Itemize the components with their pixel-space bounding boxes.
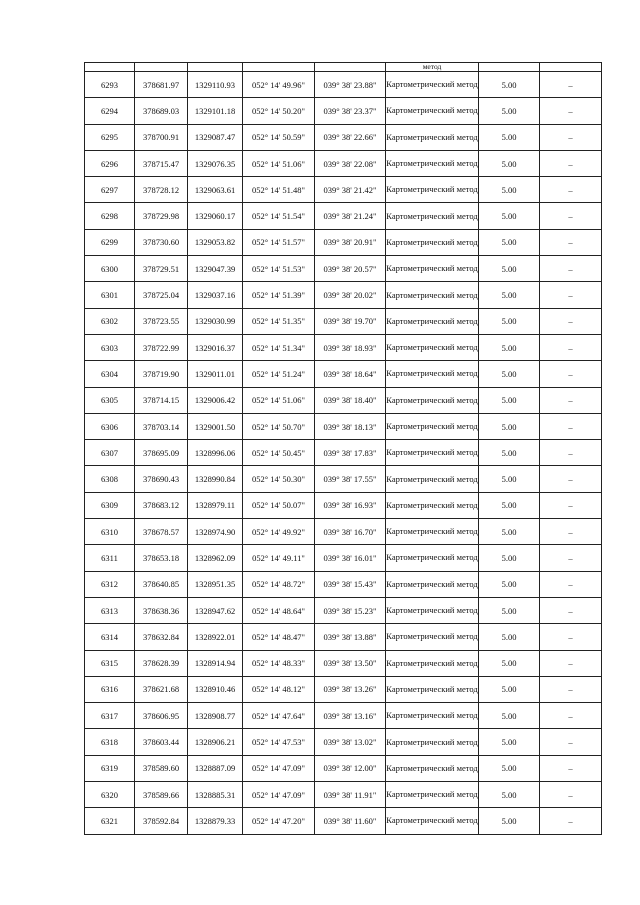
cell-precision: 5.00 bbox=[479, 413, 540, 439]
cell-latitude: 052° 14' 48.47" bbox=[243, 624, 315, 650]
cell-x: 378728.12 bbox=[135, 177, 188, 203]
cell-note: – bbox=[540, 729, 602, 755]
table-row bbox=[85, 545, 602, 571]
cell-latitude: 052° 14' 49.92" bbox=[243, 519, 315, 545]
cell-method: Картометрический метод bbox=[386, 98, 479, 124]
cell-number: 6299 bbox=[85, 229, 135, 255]
cell-latitude: 052° 14' 51.57" bbox=[243, 229, 315, 255]
cell-number: 6307 bbox=[85, 440, 135, 466]
cell-method: Картометрический метод bbox=[386, 597, 479, 623]
cell-x: 378589.60 bbox=[135, 755, 188, 781]
cell-precision: 5.00 bbox=[479, 650, 540, 676]
cell-number: 6318 bbox=[85, 729, 135, 755]
cell-x: 378725.04 bbox=[135, 282, 188, 308]
cell-x: 378653.18 bbox=[135, 545, 188, 571]
cell-longitude: 039° 38' 22.66" bbox=[315, 124, 386, 150]
cell-latitude: 052° 14' 51.39" bbox=[243, 282, 315, 308]
cell-precision: 5.00 bbox=[479, 571, 540, 597]
cell-x: 378621.68 bbox=[135, 676, 188, 702]
table-row bbox=[85, 782, 602, 808]
cell-y: 1328906.21 bbox=[188, 729, 243, 755]
cell-precision: 5.00 bbox=[479, 177, 540, 203]
cell-x: 378678.57 bbox=[135, 519, 188, 545]
cell-method: Картометрический метод bbox=[386, 334, 479, 360]
cell-precision: 5.00 bbox=[479, 808, 540, 834]
cell-note: – bbox=[540, 282, 602, 308]
cell-number: 6321 bbox=[85, 808, 135, 834]
cell-x: 378606.95 bbox=[135, 703, 188, 729]
cell-latitude: 052° 14' 48.12" bbox=[243, 676, 315, 702]
table-row bbox=[85, 571, 602, 597]
table-row bbox=[85, 361, 602, 387]
cell-precision: 5.00 bbox=[479, 755, 540, 781]
cell-x: 378719.90 bbox=[135, 361, 188, 387]
cell-number: 6303 bbox=[85, 334, 135, 360]
table-row bbox=[85, 282, 602, 308]
cell-number: 6314 bbox=[85, 624, 135, 650]
cell-latitude: 052° 14' 50.30" bbox=[243, 466, 315, 492]
cell-longitude: 039° 38' 18.93" bbox=[315, 334, 386, 360]
cell-longitude: 039° 38' 12.00" bbox=[315, 755, 386, 781]
cell-number: 6301 bbox=[85, 282, 135, 308]
cell-precision: 5.00 bbox=[479, 676, 540, 702]
cell-longitude: 039° 38' 13.88" bbox=[315, 624, 386, 650]
cell-longitude: 039° 38' 20.57" bbox=[315, 256, 386, 282]
cell-method: Картометрический метод bbox=[386, 256, 479, 282]
cell-y: 1328951.35 bbox=[188, 571, 243, 597]
table-body bbox=[85, 63, 602, 835]
cell-x: 378715.47 bbox=[135, 150, 188, 176]
cell-note: – bbox=[540, 334, 602, 360]
cell-method: Картометрический метод bbox=[386, 308, 479, 334]
cell-method: Картометрический метод bbox=[386, 729, 479, 755]
cell-y: 1329053.82 bbox=[188, 229, 243, 255]
cell-longitude bbox=[315, 63, 386, 72]
cell-number: 6315 bbox=[85, 650, 135, 676]
cell-method: Картометрический метод bbox=[386, 755, 479, 781]
cell-y: 1329063.61 bbox=[188, 177, 243, 203]
cell-precision: 5.00 bbox=[479, 466, 540, 492]
cell-note: – bbox=[540, 177, 602, 203]
cell-method: Картометрический метод bbox=[386, 466, 479, 492]
table-row bbox=[85, 229, 602, 255]
cell-note: – bbox=[540, 597, 602, 623]
cell-x: 378689.03 bbox=[135, 98, 188, 124]
table-row bbox=[85, 203, 602, 229]
cell-y: 1329001.50 bbox=[188, 413, 243, 439]
cell-latitude: 052° 14' 47.09" bbox=[243, 782, 315, 808]
cell-method: Картометрический метод bbox=[386, 124, 479, 150]
cell-note: – bbox=[540, 571, 602, 597]
cell-number: 6316 bbox=[85, 676, 135, 702]
table-row bbox=[85, 466, 602, 492]
table-row bbox=[85, 150, 602, 176]
cell-method: Картометрический метод bbox=[386, 624, 479, 650]
cell-x: 378603.44 bbox=[135, 729, 188, 755]
table-row bbox=[85, 703, 602, 729]
cell-longitude: 039° 38' 13.50" bbox=[315, 650, 386, 676]
table-row bbox=[85, 308, 602, 334]
cell-latitude: 052° 14' 51.06" bbox=[243, 150, 315, 176]
cell-latitude: 052° 14' 51.35" bbox=[243, 308, 315, 334]
cell-method: Картометрический метод bbox=[386, 571, 479, 597]
cell-y bbox=[188, 63, 243, 72]
table-row bbox=[85, 650, 602, 676]
cell-method: Картометрический метод bbox=[386, 545, 479, 571]
cell-y: 1328908.77 bbox=[188, 703, 243, 729]
cell-y: 1329087.47 bbox=[188, 124, 243, 150]
coordinates-table bbox=[84, 62, 602, 835]
cell-note: – bbox=[540, 361, 602, 387]
cell-longitude: 039° 38' 18.13" bbox=[315, 413, 386, 439]
cell-longitude: 039° 38' 23.88" bbox=[315, 72, 386, 98]
table-row bbox=[85, 72, 602, 98]
cell-precision: 5.00 bbox=[479, 729, 540, 755]
cell-x: 378681.97 bbox=[135, 72, 188, 98]
cell-precision: 5.00 bbox=[479, 703, 540, 729]
table-row bbox=[85, 256, 602, 282]
table-row bbox=[85, 519, 602, 545]
cell-longitude: 039° 38' 11.60" bbox=[315, 808, 386, 834]
cell-x: 378589.66 bbox=[135, 782, 188, 808]
cell-x: 378683.12 bbox=[135, 492, 188, 518]
cell-x: 378730.60 bbox=[135, 229, 188, 255]
cell-method: Картометрический метод bbox=[386, 361, 479, 387]
cell-longitude: 039° 38' 13.26" bbox=[315, 676, 386, 702]
cell-precision: 5.00 bbox=[479, 229, 540, 255]
table-row bbox=[85, 413, 602, 439]
cell-y: 1328979.11 bbox=[188, 492, 243, 518]
cell-note: – bbox=[540, 545, 602, 571]
cell-longitude: 039° 38' 21.24" bbox=[315, 203, 386, 229]
cell-note: – bbox=[540, 782, 602, 808]
table-row bbox=[85, 492, 602, 518]
cell-number: 6310 bbox=[85, 519, 135, 545]
cell-precision: 5.00 bbox=[479, 597, 540, 623]
cell-note: – bbox=[540, 413, 602, 439]
cell-y: 1329060.17 bbox=[188, 203, 243, 229]
cell-method: Картометрический метод bbox=[386, 440, 479, 466]
cell-x: 378723.55 bbox=[135, 308, 188, 334]
cell-x: 378690.43 bbox=[135, 466, 188, 492]
cell-y: 1329110.93 bbox=[188, 72, 243, 98]
cell-method: Картометрический метод bbox=[386, 177, 479, 203]
cell-longitude: 039° 38' 11.91" bbox=[315, 782, 386, 808]
cell-latitude: 052° 14' 50.20" bbox=[243, 98, 315, 124]
table-row bbox=[85, 177, 602, 203]
cell-y: 1329006.42 bbox=[188, 387, 243, 413]
cell-latitude: 052° 14' 48.72" bbox=[243, 571, 315, 597]
cell-latitude: 052° 14' 51.34" bbox=[243, 334, 315, 360]
cell-latitude bbox=[243, 63, 315, 72]
cell-method: Картометрический метод bbox=[386, 229, 479, 255]
cell-precision: 5.00 bbox=[479, 440, 540, 466]
cell-latitude: 052° 14' 47.53" bbox=[243, 729, 315, 755]
cell-note: – bbox=[540, 203, 602, 229]
cell-method: метод bbox=[386, 63, 479, 72]
cell-y: 1329011.01 bbox=[188, 361, 243, 387]
cell-longitude: 039° 38' 16.01" bbox=[315, 545, 386, 571]
cell-latitude: 052° 14' 50.59" bbox=[243, 124, 315, 150]
cell-x: 378729.51 bbox=[135, 256, 188, 282]
table-row bbox=[85, 597, 602, 623]
cell-x: 378695.09 bbox=[135, 440, 188, 466]
cell-y: 1328974.90 bbox=[188, 519, 243, 545]
table-row bbox=[85, 440, 602, 466]
cell-note: – bbox=[540, 229, 602, 255]
cell-precision: 5.00 bbox=[479, 203, 540, 229]
table-row bbox=[85, 676, 602, 702]
cell-note: – bbox=[540, 624, 602, 650]
cell-precision: 5.00 bbox=[479, 72, 540, 98]
cell-number: 6313 bbox=[85, 597, 135, 623]
cell-number: 6305 bbox=[85, 387, 135, 413]
cell-x: 378632.84 bbox=[135, 624, 188, 650]
cell-longitude: 039° 38' 18.40" bbox=[315, 387, 386, 413]
cell-latitude: 052° 14' 49.11" bbox=[243, 545, 315, 571]
cell-longitude: 039° 38' 20.91" bbox=[315, 229, 386, 255]
cell-number: 6296 bbox=[85, 150, 135, 176]
cell-x: 378640.85 bbox=[135, 571, 188, 597]
cell-longitude: 039° 38' 15.23" bbox=[315, 597, 386, 623]
cell-number: 6308 bbox=[85, 466, 135, 492]
cell-precision: 5.00 bbox=[479, 519, 540, 545]
cell-longitude: 039° 38' 17.55" bbox=[315, 466, 386, 492]
cell-note: – bbox=[540, 124, 602, 150]
cell-latitude: 052° 14' 51.54" bbox=[243, 203, 315, 229]
cell-number: 6306 bbox=[85, 413, 135, 439]
cell-precision: 5.00 bbox=[479, 782, 540, 808]
cell-longitude: 039° 38' 13.02" bbox=[315, 729, 386, 755]
cell-x: 378729.98 bbox=[135, 203, 188, 229]
cell-y: 1328962.09 bbox=[188, 545, 243, 571]
cell-note bbox=[540, 63, 602, 72]
cell-y: 1329047.39 bbox=[188, 256, 243, 282]
cell-latitude: 052° 14' 51.53" bbox=[243, 256, 315, 282]
cell-latitude: 052° 14' 50.07" bbox=[243, 492, 315, 518]
cell-number: 6304 bbox=[85, 361, 135, 387]
cell-y: 1329037.16 bbox=[188, 282, 243, 308]
table-row bbox=[85, 334, 602, 360]
cell-method: Картометрический метод bbox=[386, 150, 479, 176]
cell-note: – bbox=[540, 256, 602, 282]
cell-longitude: 039° 38' 23.37" bbox=[315, 98, 386, 124]
cell-method: Картометрический метод bbox=[386, 519, 479, 545]
cell-y: 1328914.94 bbox=[188, 650, 243, 676]
cell-precision: 5.00 bbox=[479, 282, 540, 308]
cell-note: – bbox=[540, 755, 602, 781]
cell-precision: 5.00 bbox=[479, 334, 540, 360]
cell-method: Картометрический метод bbox=[386, 72, 479, 98]
table-row-continued bbox=[85, 63, 602, 72]
cell-x: 378714.15 bbox=[135, 387, 188, 413]
cell-latitude: 052° 14' 51.06" bbox=[243, 387, 315, 413]
cell-precision: 5.00 bbox=[479, 256, 540, 282]
cell-longitude: 039° 38' 18.64" bbox=[315, 361, 386, 387]
cell-number: 6311 bbox=[85, 545, 135, 571]
cell-precision: 5.00 bbox=[479, 308, 540, 334]
cell-y: 1328996.06 bbox=[188, 440, 243, 466]
cell-y: 1329030.99 bbox=[188, 308, 243, 334]
cell-x: 378628.39 bbox=[135, 650, 188, 676]
cell-latitude: 052° 14' 47.64" bbox=[243, 703, 315, 729]
cell-precision: 5.00 bbox=[479, 492, 540, 518]
cell-number: 6320 bbox=[85, 782, 135, 808]
cell-y: 1328990.84 bbox=[188, 466, 243, 492]
cell-number: 6312 bbox=[85, 571, 135, 597]
cell-number: 6298 bbox=[85, 203, 135, 229]
cell-latitude: 052° 14' 47.09" bbox=[243, 755, 315, 781]
cell-y: 1328922.01 bbox=[188, 624, 243, 650]
cell-y: 1328887.09 bbox=[188, 755, 243, 781]
cell-note: – bbox=[540, 98, 602, 124]
cell-precision: 5.00 bbox=[479, 545, 540, 571]
cell-method: Картометрический метод bbox=[386, 282, 479, 308]
cell-method: Картометрический метод bbox=[386, 650, 479, 676]
cell-latitude: 052° 14' 50.70" bbox=[243, 413, 315, 439]
cell-number: 6297 bbox=[85, 177, 135, 203]
cell-longitude: 039° 38' 16.93" bbox=[315, 492, 386, 518]
cell-precision: 5.00 bbox=[479, 361, 540, 387]
table-row bbox=[85, 124, 602, 150]
cell-longitude: 039° 38' 19.70" bbox=[315, 308, 386, 334]
cell-longitude: 039° 38' 22.08" bbox=[315, 150, 386, 176]
cell-latitude: 052° 14' 51.48" bbox=[243, 177, 315, 203]
cell-x: 378703.14 bbox=[135, 413, 188, 439]
cell-longitude: 039° 38' 13.16" bbox=[315, 703, 386, 729]
cell-note: – bbox=[540, 650, 602, 676]
cell-longitude: 039° 38' 16.70" bbox=[315, 519, 386, 545]
cell-method: Картометрический метод bbox=[386, 413, 479, 439]
cell-x: 378722.99 bbox=[135, 334, 188, 360]
cell-precision: 5.00 bbox=[479, 387, 540, 413]
table-row bbox=[85, 729, 602, 755]
cell-method: Картометрический метод bbox=[386, 703, 479, 729]
cell-number: 6293 bbox=[85, 72, 135, 98]
cell-latitude: 052° 14' 48.64" bbox=[243, 597, 315, 623]
cell-y: 1329016.37 bbox=[188, 334, 243, 360]
cell-number: 6317 bbox=[85, 703, 135, 729]
cell-precision: 5.00 bbox=[479, 98, 540, 124]
cell-method: Картометрический метод bbox=[386, 782, 479, 808]
cell-note: – bbox=[540, 519, 602, 545]
cell-number: 6294 bbox=[85, 98, 135, 124]
cell-note: – bbox=[540, 703, 602, 729]
cell-note: – bbox=[540, 492, 602, 518]
cell-number: 6295 bbox=[85, 124, 135, 150]
cell-number: 6300 bbox=[85, 256, 135, 282]
cell-method: Картометрический метод bbox=[386, 387, 479, 413]
cell-note: – bbox=[540, 440, 602, 466]
cell-precision: 5.00 bbox=[479, 150, 540, 176]
cell-precision: 5.00 bbox=[479, 624, 540, 650]
cell-longitude: 039° 38' 20.02" bbox=[315, 282, 386, 308]
cell-x bbox=[135, 63, 188, 72]
table-row bbox=[85, 387, 602, 413]
cell-precision: 5.00 bbox=[479, 124, 540, 150]
cell-y: 1328947.62 bbox=[188, 597, 243, 623]
cell-note: – bbox=[540, 150, 602, 176]
cell-longitude: 039° 38' 17.83" bbox=[315, 440, 386, 466]
cell-note: – bbox=[540, 387, 602, 413]
table-row bbox=[85, 624, 602, 650]
cell-method: Картометрический метод bbox=[386, 808, 479, 834]
table-row bbox=[85, 808, 602, 834]
cell-number: 6302 bbox=[85, 308, 135, 334]
cell-y: 1329101.18 bbox=[188, 98, 243, 124]
cell-x: 378638.36 bbox=[135, 597, 188, 623]
cell-number bbox=[85, 63, 135, 72]
cell-number: 6309 bbox=[85, 492, 135, 518]
cell-note: – bbox=[540, 808, 602, 834]
cell-note: – bbox=[540, 72, 602, 98]
cell-longitude: 039° 38' 15.43" bbox=[315, 571, 386, 597]
cell-y: 1328885.31 bbox=[188, 782, 243, 808]
cell-method: Картометрический метод bbox=[386, 492, 479, 518]
cell-x: 378700.91 bbox=[135, 124, 188, 150]
cell-longitude: 039° 38' 21.42" bbox=[315, 177, 386, 203]
cell-latitude: 052° 14' 48.33" bbox=[243, 650, 315, 676]
cell-note: – bbox=[540, 466, 602, 492]
cell-note: – bbox=[540, 308, 602, 334]
cell-latitude: 052° 14' 51.24" bbox=[243, 361, 315, 387]
cell-number: 6319 bbox=[85, 755, 135, 781]
cell-method: Картометрический метод bbox=[386, 203, 479, 229]
cell-latitude: 052° 14' 50.45" bbox=[243, 440, 315, 466]
cell-latitude: 052° 14' 49.96" bbox=[243, 72, 315, 98]
cell-y: 1328879.33 bbox=[188, 808, 243, 834]
cell-x: 378592.84 bbox=[135, 808, 188, 834]
cell-y: 1328910.46 bbox=[188, 676, 243, 702]
table-row bbox=[85, 98, 602, 124]
cell-latitude: 052° 14' 47.20" bbox=[243, 808, 315, 834]
cell-note: – bbox=[540, 676, 602, 702]
cell-method: Картометрический метод bbox=[386, 676, 479, 702]
cell-precision bbox=[479, 63, 540, 72]
table-row bbox=[85, 755, 602, 781]
cell-y: 1329076.35 bbox=[188, 150, 243, 176]
